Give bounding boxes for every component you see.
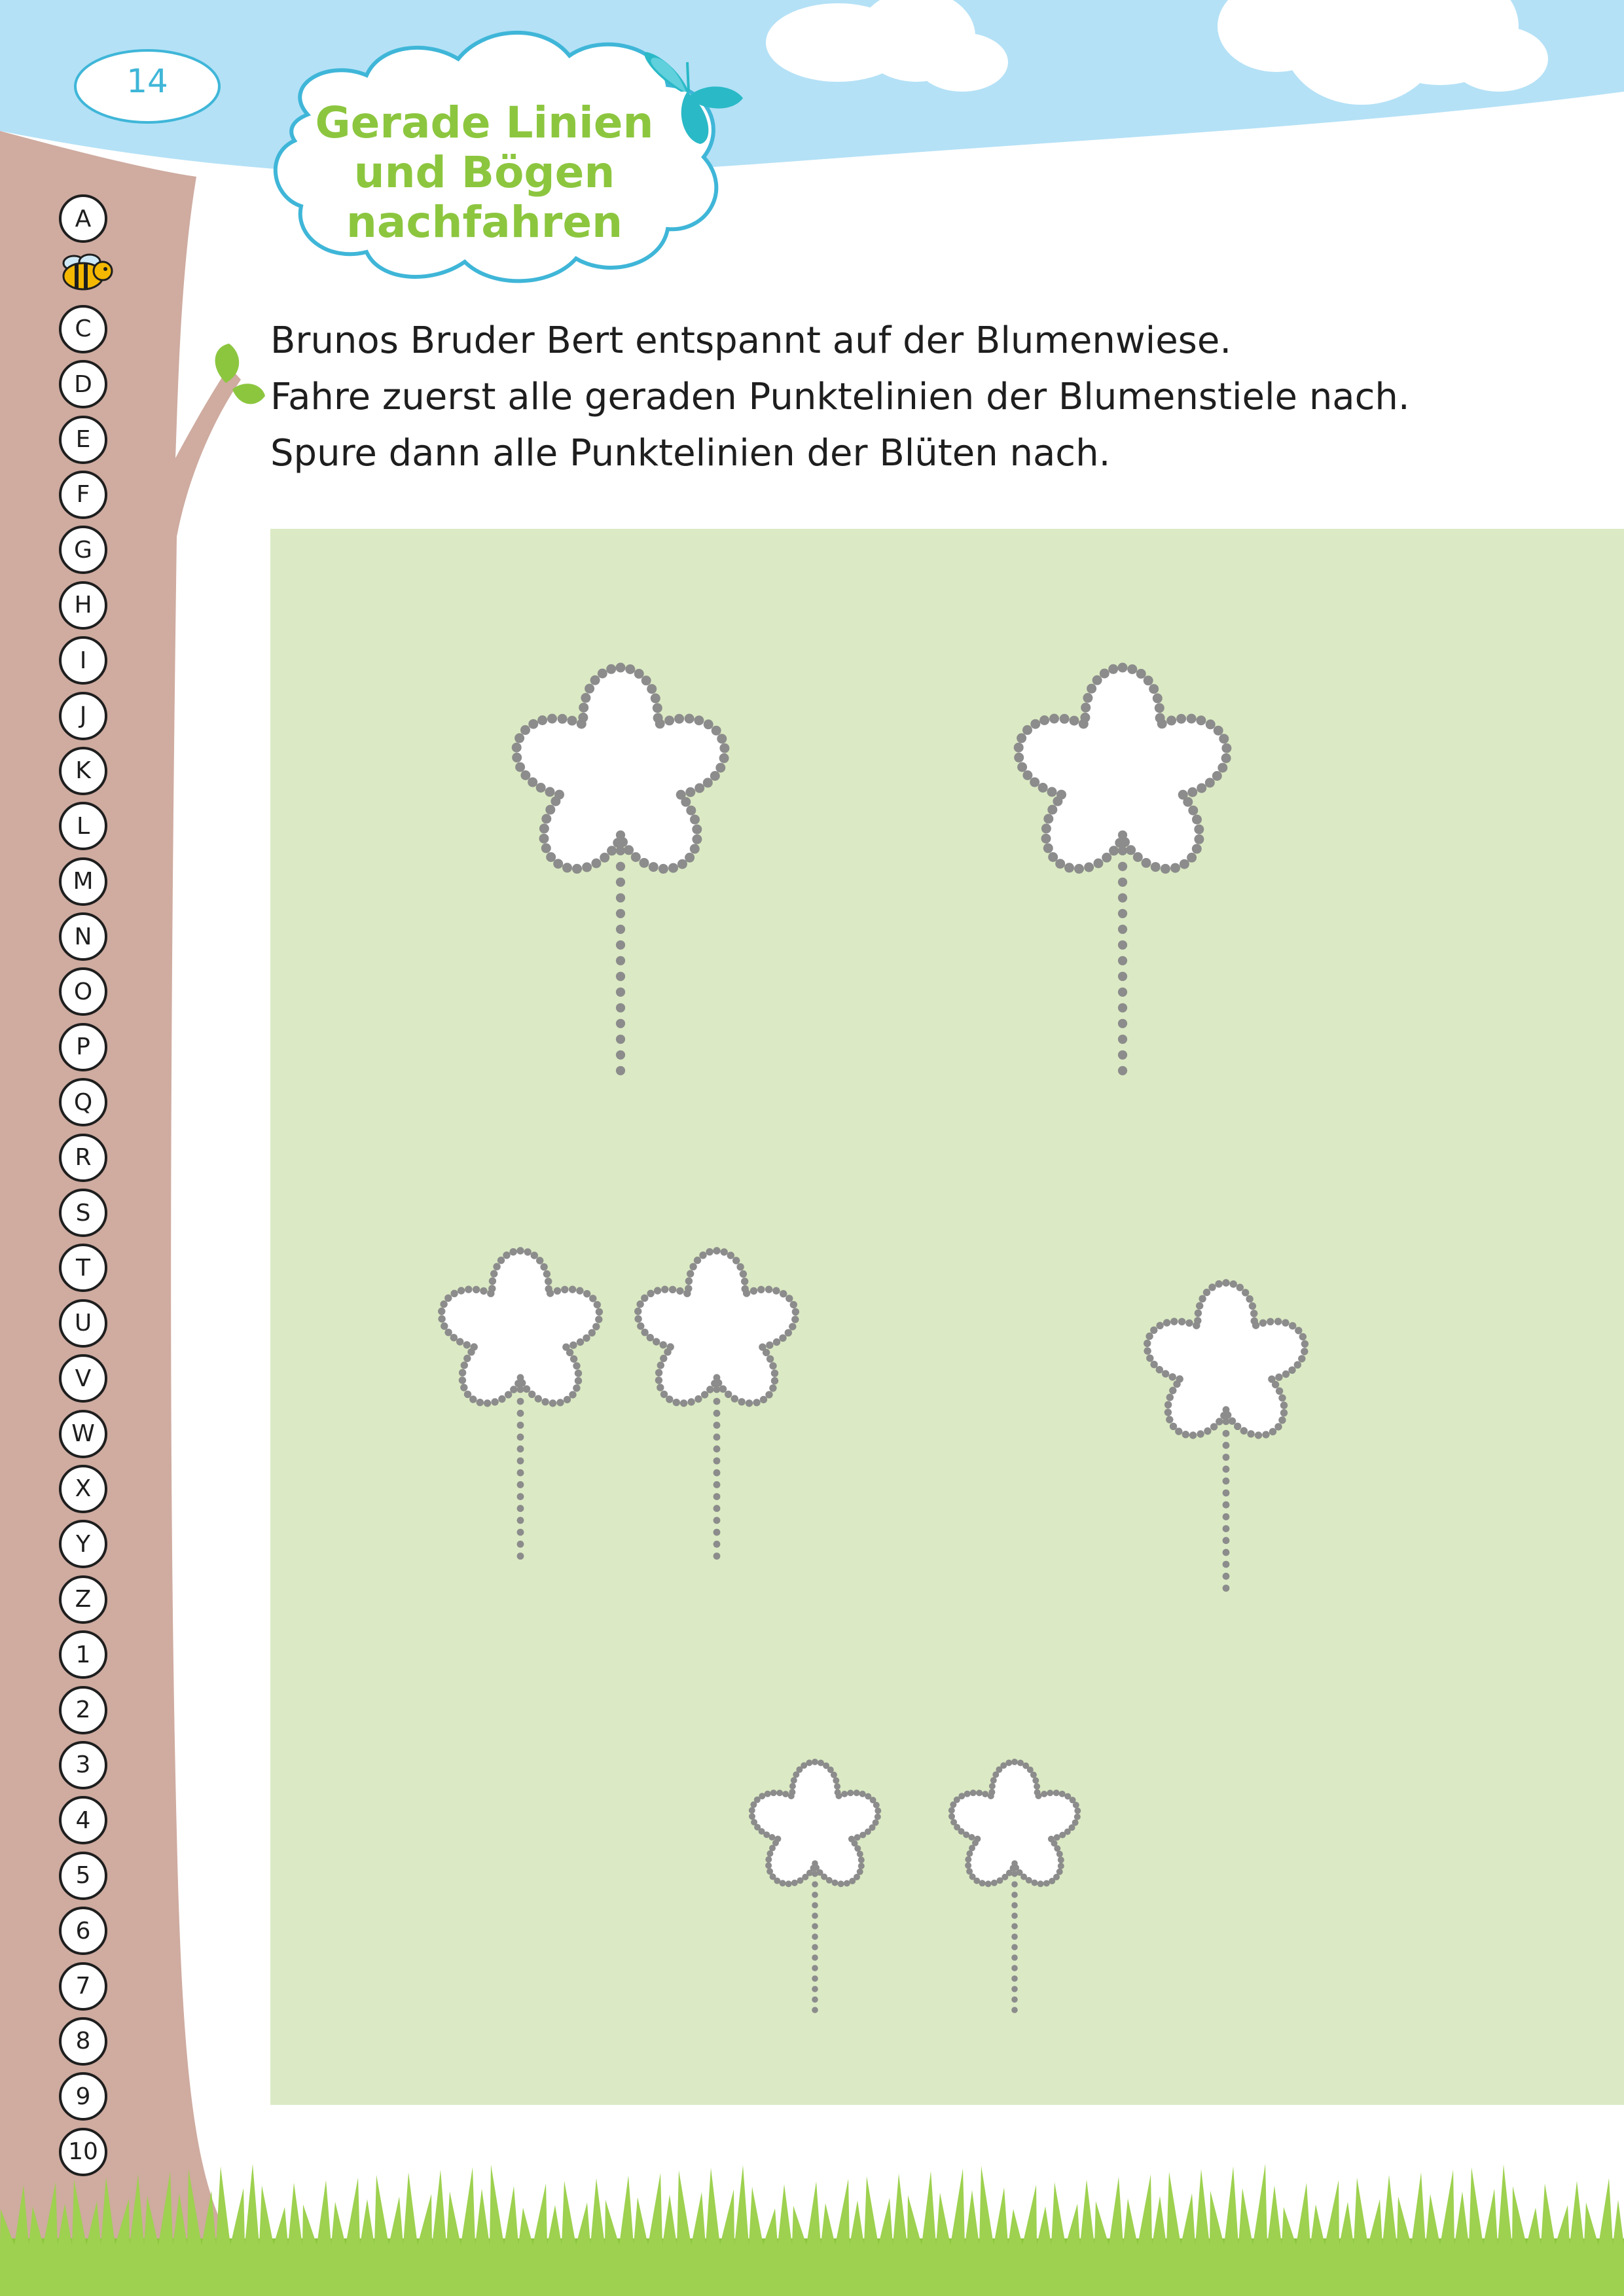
index-item-t: T bbox=[59, 1244, 107, 1292]
index-item-4: 4 bbox=[59, 1796, 107, 1844]
index-item-i: I bbox=[59, 636, 107, 685]
title-line-2: und Bögen bbox=[353, 147, 615, 198]
page-number: 14 bbox=[126, 62, 168, 100]
stem-dotted-line bbox=[812, 1860, 818, 2013]
index-item-h: H bbox=[59, 581, 107, 630]
index-item-6: 6 bbox=[59, 1907, 107, 1955]
index-item-p: P bbox=[59, 1023, 107, 1071]
instruction-line-1: Brunos Bruder Bert entspannt auf der Blumenwiese. bbox=[270, 319, 1232, 362]
index-item-1: 1 bbox=[59, 1630, 107, 1679]
index-item-5: 5 bbox=[59, 1852, 107, 1900]
index-item-l: L bbox=[59, 802, 107, 850]
title-line-3: nachfahren bbox=[346, 197, 623, 247]
title-line-1: Gerade Linien bbox=[315, 98, 654, 148]
index-item-2: 2 bbox=[59, 1686, 107, 1734]
index-item-c: C bbox=[59, 305, 107, 353]
index-item-e: E bbox=[59, 416, 107, 464]
index-item-k: K bbox=[59, 747, 107, 795]
index-item-b bbox=[59, 249, 107, 298]
index-item-a: A bbox=[59, 194, 107, 243]
instruction-line-2: Fahre zuerst alle geraden Punktelinien der Blumenstiele nach. bbox=[270, 376, 1410, 418]
stem-dotted-line bbox=[1011, 1860, 1018, 2013]
page-title bbox=[308, 98, 661, 247]
index-item-m: M bbox=[59, 857, 107, 906]
index-item-d: D bbox=[59, 360, 107, 408]
index-item-u: U bbox=[59, 1299, 107, 1348]
index-item-x: X bbox=[59, 1465, 107, 1513]
index-item-9: 9 bbox=[59, 2072, 107, 2121]
grass-border bbox=[0, 2164, 1624, 2296]
index-item-f: F bbox=[59, 471, 107, 519]
index-item-v: V bbox=[59, 1354, 107, 1403]
index-item-j: J bbox=[59, 692, 107, 740]
index-item-g: G bbox=[59, 526, 107, 574]
index-item-8: 8 bbox=[59, 2017, 107, 2066]
index-item-10: 10 bbox=[59, 2128, 107, 2176]
index-item-3: 3 bbox=[59, 1741, 107, 1789]
index-item-y: Y bbox=[59, 1520, 107, 1568]
index-item-r: R bbox=[59, 1134, 107, 1182]
instruction-line-3: Spure dann alle Punktelinien der Blüten nach. bbox=[270, 432, 1111, 475]
alphabet-index bbox=[59, 194, 107, 2183]
index-item-z: Z bbox=[59, 1575, 107, 1624]
instructions bbox=[270, 313, 1606, 482]
tree-trunk bbox=[0, 131, 241, 2238]
index-item-o: O bbox=[59, 967, 107, 1016]
index-item-n: N bbox=[59, 912, 107, 961]
index-item-7: 7 bbox=[59, 1962, 107, 2011]
index-item-w: W bbox=[59, 1410, 107, 1458]
index-item-q: Q bbox=[59, 1078, 107, 1126]
index-item-s: S bbox=[59, 1189, 107, 1237]
